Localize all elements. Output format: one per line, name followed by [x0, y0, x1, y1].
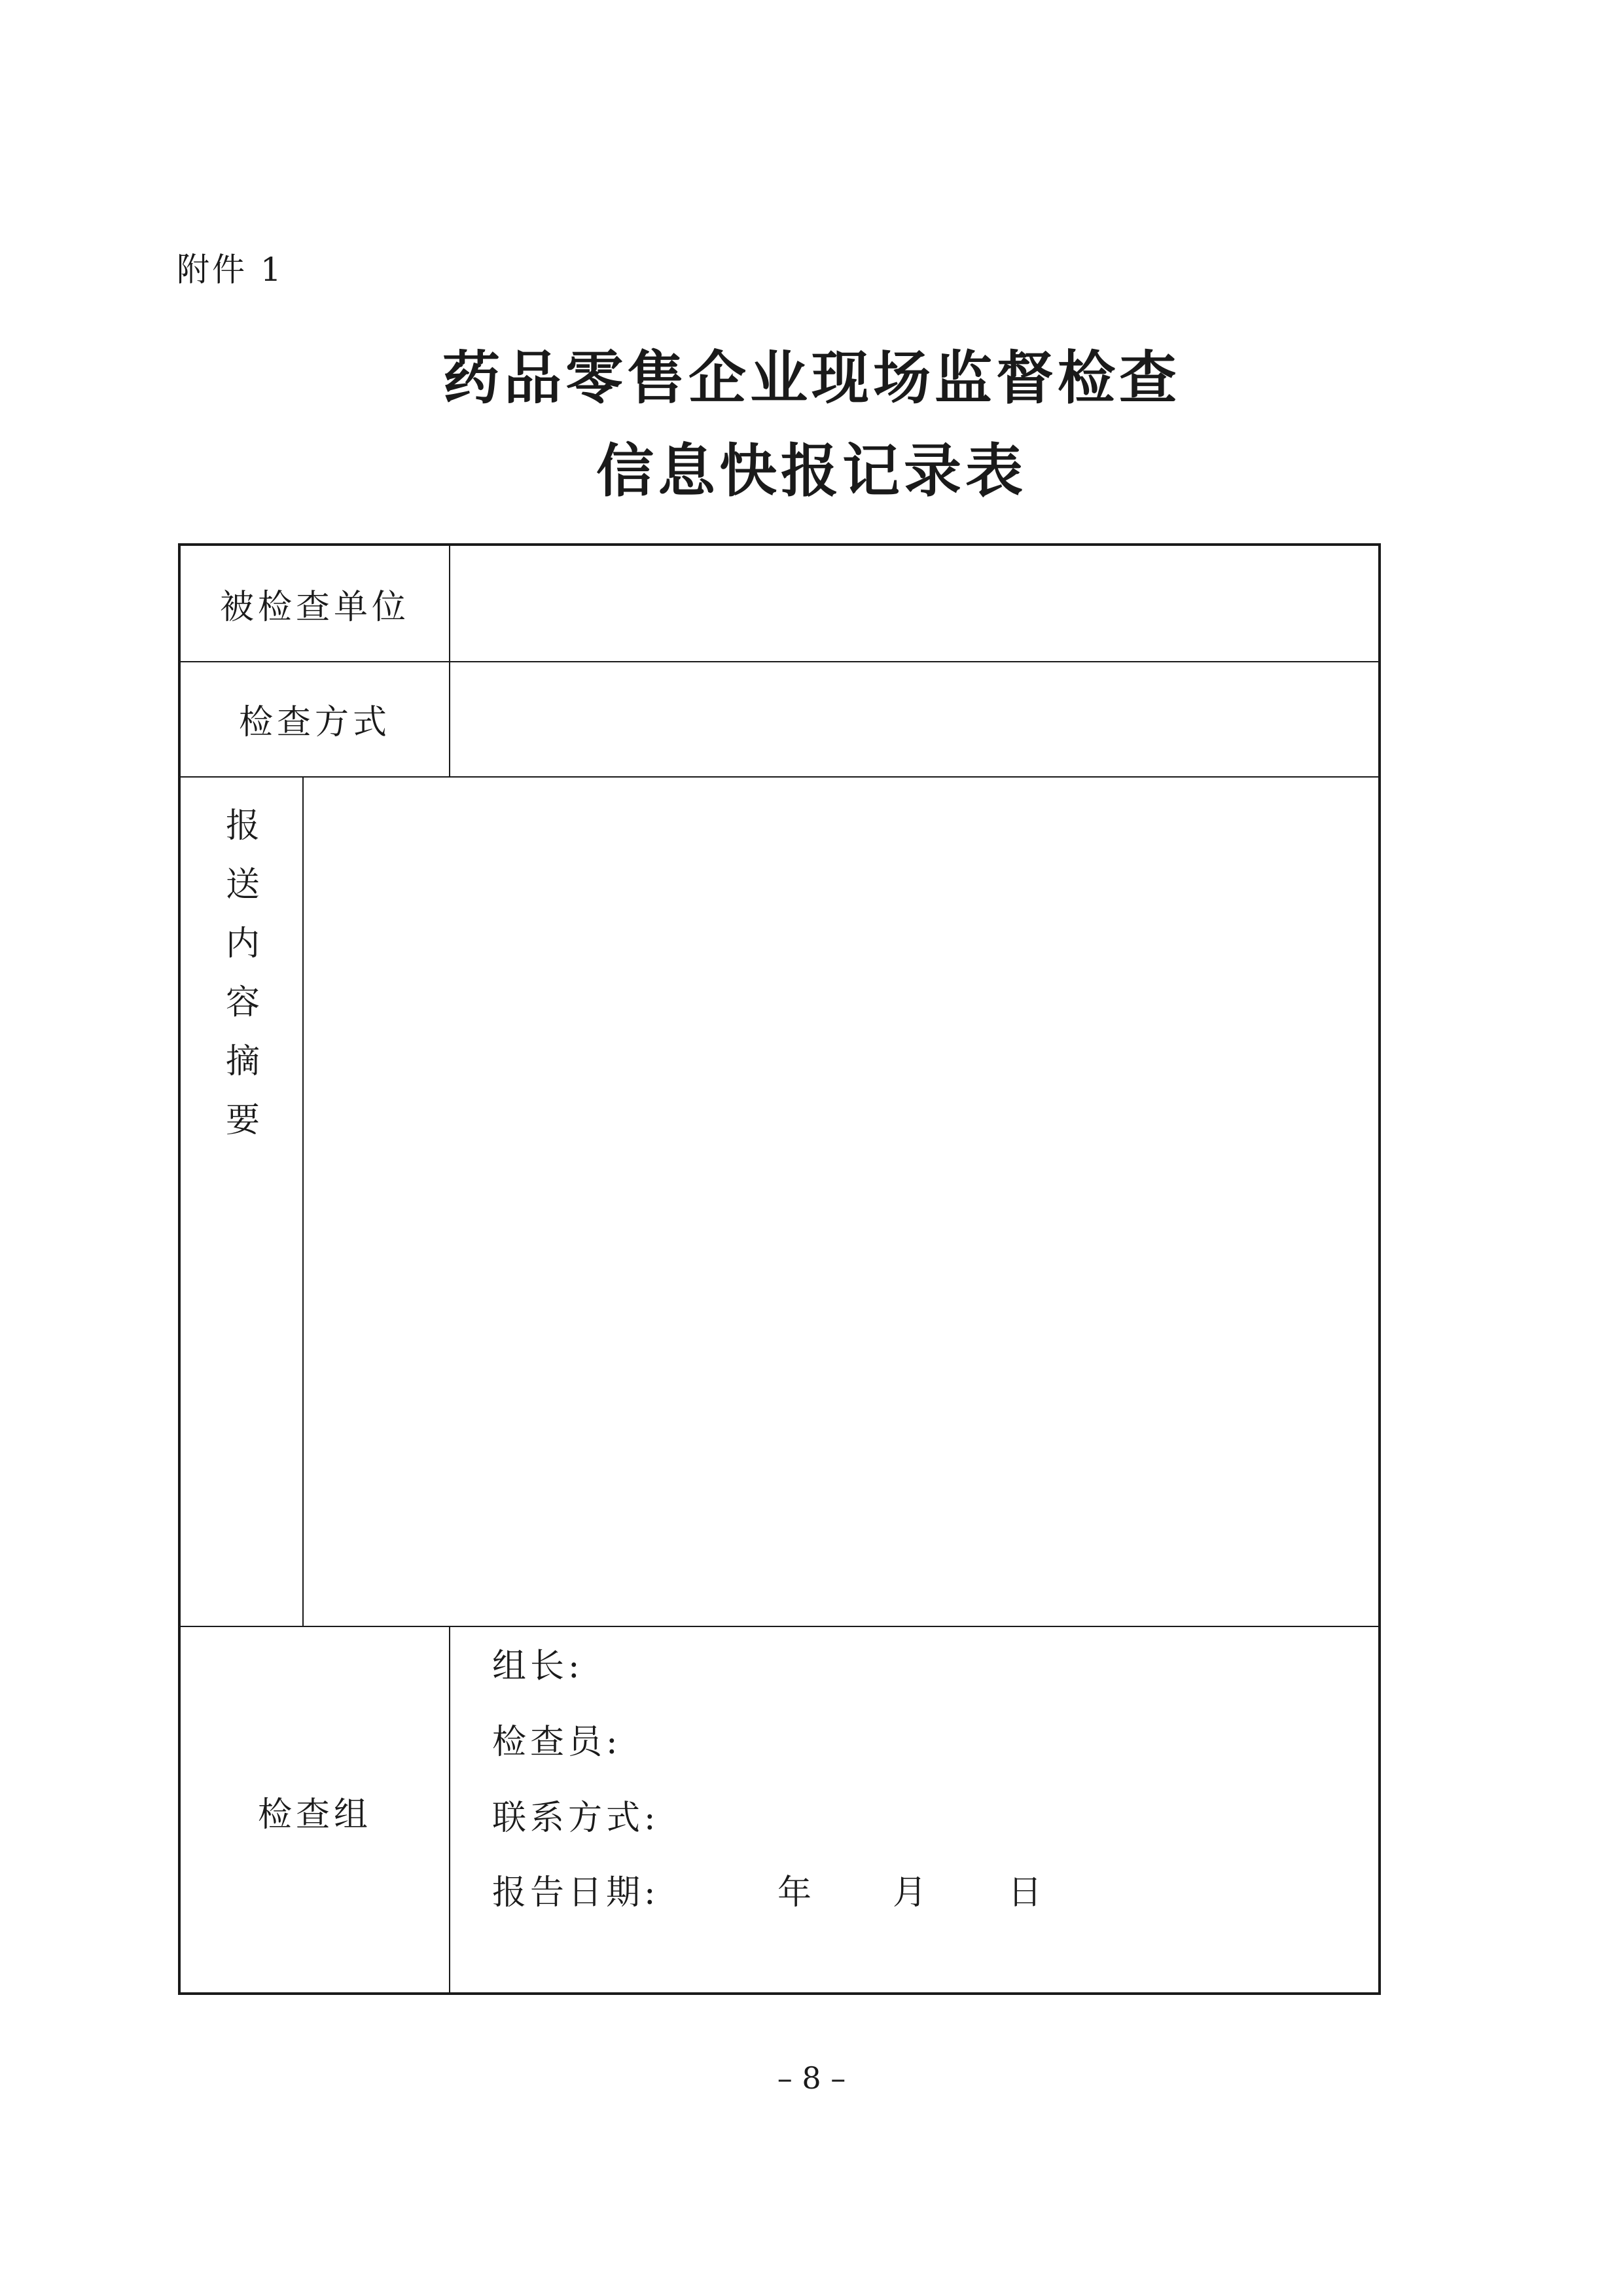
document-title-line-2: 信息快报记录表	[596, 437, 1027, 505]
year-label: 年	[777, 1873, 816, 1912]
report-date-label: 报告日期:	[492, 1873, 660, 1912]
inspected-unit-field[interactable]	[450, 546, 1378, 661]
inspection-team-label: 检查组	[257, 1795, 372, 1835]
inspected-unit-label: 被检查单位	[219, 587, 410, 627]
column-divider	[302, 776, 304, 1626]
report-form-table	[178, 543, 1381, 1995]
page-number: – 8 –	[777, 2060, 846, 2096]
report-summary-label-char: 报	[225, 806, 260, 846]
inspector-label: 检查员:	[492, 1723, 622, 1762]
report-summary-label-char: 送	[225, 865, 260, 905]
report-summary-label-char: 摘	[225, 1042, 260, 1081]
day-label: 日	[1008, 1873, 1046, 1912]
attachment-label: 附件 1	[177, 251, 284, 289]
report-summary-label	[207, 797, 279, 1150]
inspection-method-label: 检查方式	[238, 702, 391, 742]
month-label: 月	[893, 1873, 931, 1912]
report-summary-label-char: 容	[225, 983, 260, 1022]
team-leader-label: 组长:	[492, 1647, 584, 1686]
inspection-method-field[interactable]	[450, 661, 1378, 776]
document-title-line-1: 药品零售企业现场监督检查	[442, 344, 1181, 412]
report-summary-label-char: 内	[225, 924, 260, 963]
row-divider	[181, 776, 1378, 778]
report-summary-label-char: 要	[225, 1101, 260, 1140]
contact-label: 联系方式:	[492, 1799, 660, 1838]
report-date-row	[492, 1865, 1081, 1917]
report-summary-field[interactable]	[305, 784, 1378, 1634]
column-divider	[449, 1626, 450, 1995]
